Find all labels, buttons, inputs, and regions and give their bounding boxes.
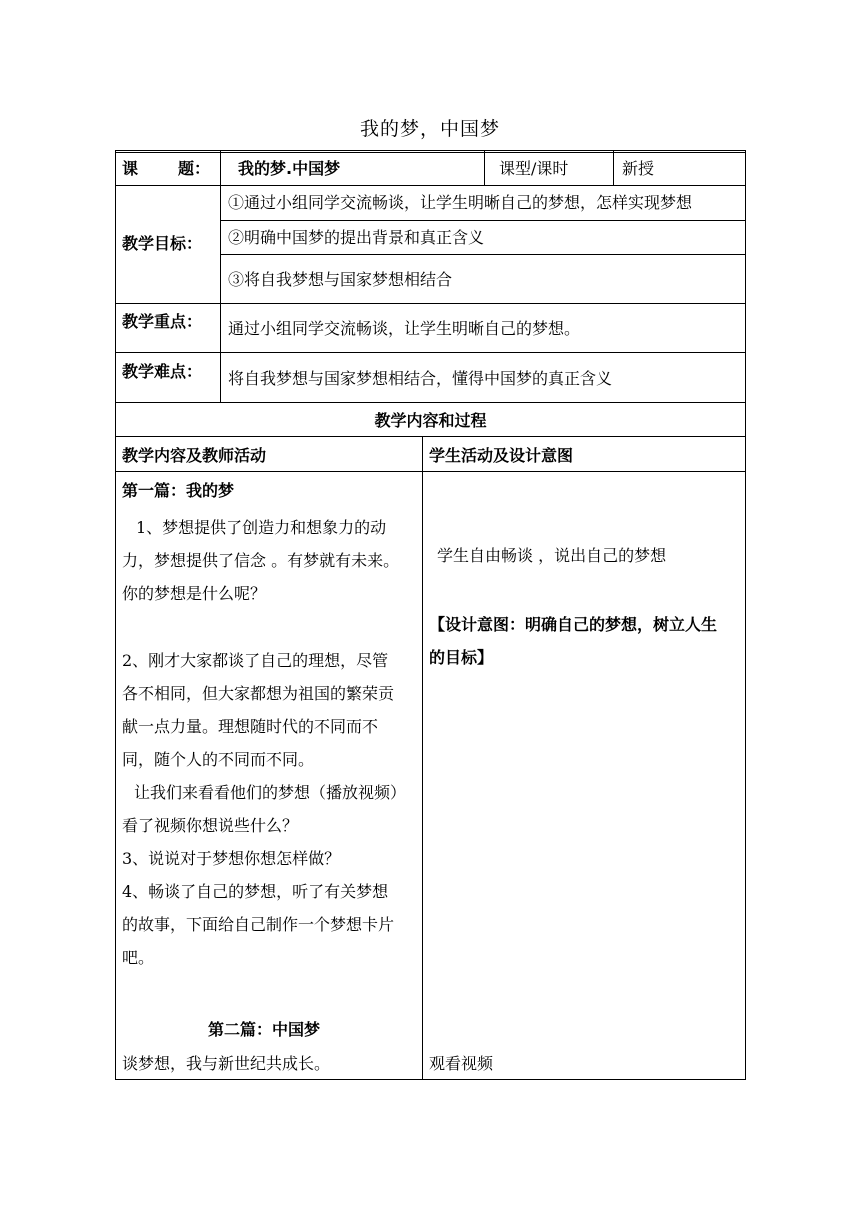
column-divider bbox=[484, 150, 485, 185]
right-column-header: 学生活动及设计意图 bbox=[429, 446, 574, 465]
row-divider bbox=[220, 254, 746, 255]
objective-item: ②明确中国梦的提出背景和真正含义 bbox=[228, 228, 485, 247]
left-column-header: 教学内容及教师活动 bbox=[122, 446, 267, 465]
text-line: 3、说说对于梦想你想怎样做？ bbox=[122, 849, 341, 868]
paragraph-3 bbox=[122, 776, 406, 974]
difficulty-value: 将自我梦想与国家梦想相结合，懂得中国梦的真正含义 bbox=[228, 369, 613, 388]
text-line: 【设计意图：明确自己的梦想，树立人生 bbox=[429, 615, 718, 634]
lesson-type-label: 课型/课时 bbox=[499, 159, 569, 178]
row-divider bbox=[115, 303, 746, 304]
row-divider bbox=[220, 220, 746, 221]
column-divider bbox=[745, 150, 746, 1080]
topic-value: 我的梦.中国梦 bbox=[238, 159, 341, 178]
design-intent bbox=[429, 608, 717, 674]
paragraph-2 bbox=[122, 644, 394, 776]
text-line: 同，随个人的不同而不同。 bbox=[122, 750, 315, 769]
column-divider bbox=[115, 150, 116, 1080]
text-line: 4、畅谈了自己的梦想，听了有关梦想 bbox=[122, 882, 389, 901]
column-divider bbox=[613, 150, 614, 185]
page-title: 我的梦，中国梦 bbox=[359, 118, 500, 140]
student-activity: 学生自由畅谈 ，说出自己的梦想 bbox=[437, 546, 667, 565]
row-divider bbox=[115, 185, 746, 186]
text-line: 你的梦想是什么呢？ bbox=[122, 584, 267, 603]
text-line: 力，梦想提供了信念 。有梦就有未来。 bbox=[122, 551, 400, 570]
row-divider bbox=[115, 152, 746, 153]
text-line: 各不相同，但大家都想为祖国的繁荣贡 bbox=[122, 684, 395, 703]
column-divider bbox=[422, 436, 423, 1080]
row-divider bbox=[115, 402, 746, 403]
process-header: 教学内容和过程 bbox=[374, 411, 487, 430]
objective-item: ③将自我梦想与国家梦想相结合 bbox=[228, 270, 453, 289]
text-line: 吧。 bbox=[122, 948, 155, 967]
text-line: 的目标】 bbox=[429, 648, 494, 667]
part1-title: 第一篇：我的梦 bbox=[122, 481, 235, 500]
topic-label-char2: 题： bbox=[178, 159, 211, 178]
row-divider bbox=[115, 352, 746, 353]
key-point-value: 通过小组同学交流畅谈，让学生明晰自己的梦想。 bbox=[228, 319, 581, 338]
part2-title: 第二篇：中国梦 bbox=[208, 1020, 321, 1039]
topic-label-char1: 课 bbox=[122, 159, 139, 178]
key-point-label: 教学重点： bbox=[122, 312, 203, 331]
paragraph-1 bbox=[122, 511, 399, 610]
last-line: 谈梦想，我与新世纪共成长。 bbox=[122, 1054, 331, 1073]
text-line: 2、刚才大家都谈了自己的理想，尽管 bbox=[122, 651, 389, 670]
column-divider bbox=[220, 150, 221, 402]
lesson-type-value: 新授 bbox=[622, 159, 655, 178]
row-divider bbox=[115, 436, 746, 437]
difficulty-label: 教学难点： bbox=[122, 362, 203, 381]
objectives-label: 教学目标： bbox=[122, 234, 203, 253]
text-line: 看了视频你想说些什么？ bbox=[122, 816, 299, 835]
row-divider bbox=[115, 1079, 746, 1080]
text-line: 的故事，下面给自己制作一个梦想卡片 bbox=[122, 915, 395, 934]
row-divider bbox=[115, 471, 746, 472]
watch-video: 观看视频 bbox=[429, 1054, 494, 1073]
objective-item: ①通过小组同学交流畅谈，让学生明晰自己的梦想，怎样实现梦想 bbox=[228, 193, 693, 212]
text-line: 1、梦想提供了创造力和想象力的动 bbox=[136, 518, 387, 537]
row-divider bbox=[115, 150, 746, 151]
text-line: 让我们来看看他们的梦想（播放视频） bbox=[134, 783, 407, 802]
text-line: 献一点力量。理想随时代的不同而不 bbox=[122, 717, 379, 736]
